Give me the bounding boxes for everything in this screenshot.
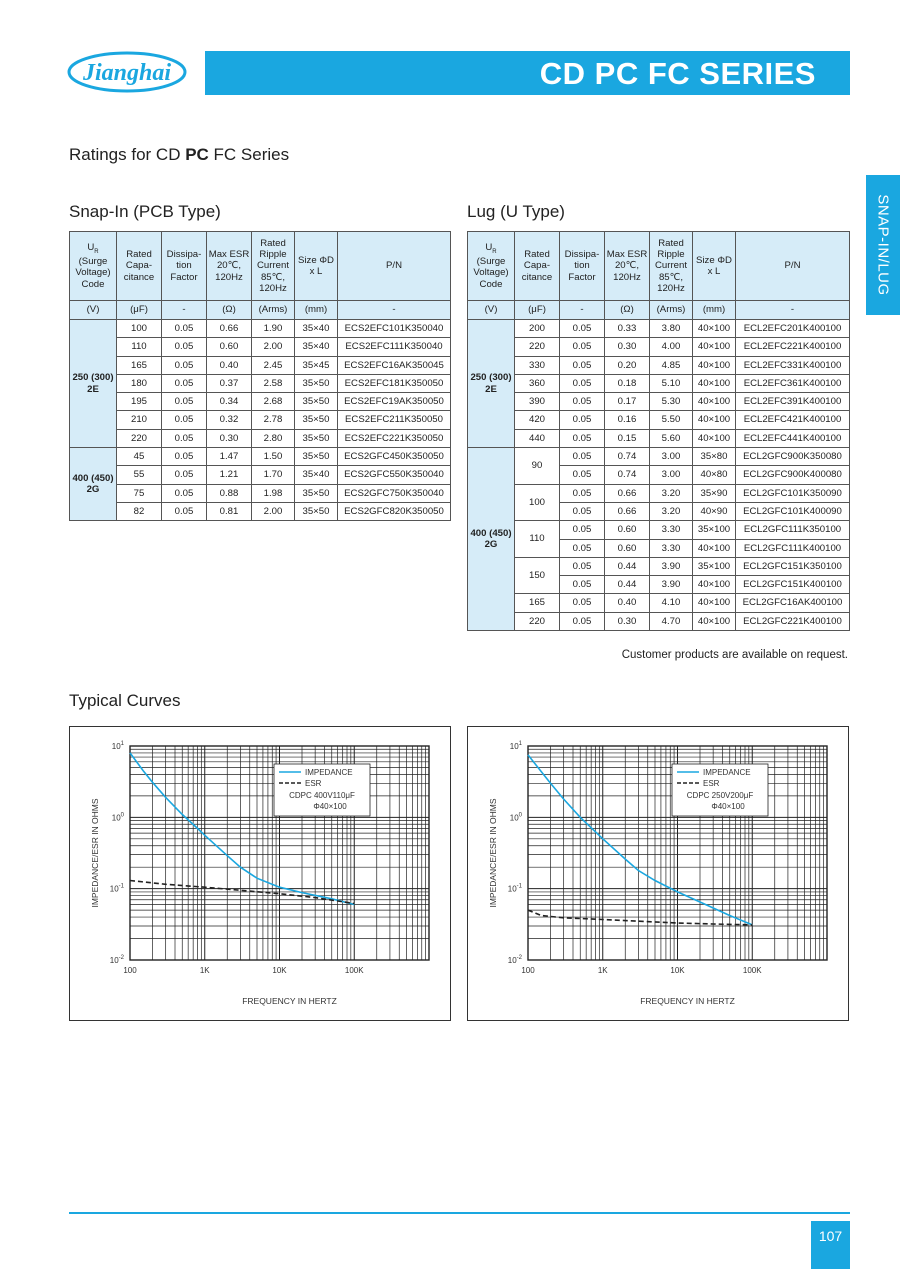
table-cell: 35×45 xyxy=(295,356,338,374)
table-cell: ECS2GFC820K350050 xyxy=(338,502,451,520)
table-cell: 0.30 xyxy=(207,429,252,447)
capacitance-cell: 390 xyxy=(515,393,560,411)
capacitance-cell: 150 xyxy=(515,557,560,594)
table-cell: ECS2EFC221K350050 xyxy=(338,429,451,447)
table-cell: 35×50 xyxy=(295,411,338,429)
table-cell: 195 xyxy=(117,393,162,411)
x-tick-label: 1K xyxy=(597,966,608,975)
page-number: 107 xyxy=(811,1221,850,1269)
side-tab xyxy=(866,175,900,315)
unit-cell: - xyxy=(338,301,451,320)
table-cell: 5.30 xyxy=(650,393,693,411)
table-cell: 40×100 xyxy=(693,411,736,429)
table-cell: 0.60 xyxy=(605,521,650,539)
table-cell: 0.05 xyxy=(560,411,605,429)
table-cell: 0.05 xyxy=(560,594,605,612)
table-cell: 0.05 xyxy=(162,356,207,374)
table-cell: 4.10 xyxy=(650,594,693,612)
table-cell: 40×90 xyxy=(693,502,736,520)
header-pn: P/N xyxy=(338,232,451,301)
header-cap: Rated Capa- citance xyxy=(515,232,560,301)
page-heading: Ratings for CD PC FC Series xyxy=(69,145,290,164)
y-tick-label: $10^{-2}$ xyxy=(507,955,522,965)
table-cell: 0.05 xyxy=(560,320,605,338)
y-axis-label: IMPEDANCE/ESR IN OHMS xyxy=(90,798,100,908)
capacitance-cell: 440 xyxy=(515,429,560,447)
table-cell: 0.20 xyxy=(605,356,650,374)
header-ripple: Rated Ripple Current 85℃, 120Hz xyxy=(650,232,693,301)
table-cell: 210 xyxy=(117,411,162,429)
capacitance-cell: 110 xyxy=(515,521,560,558)
table-cell: 0.05 xyxy=(162,338,207,356)
table-cell: 3.00 xyxy=(650,448,693,466)
capacitance-cell: 220 xyxy=(515,338,560,356)
table-cell: 165 xyxy=(117,356,162,374)
table-cell: 3.20 xyxy=(650,502,693,520)
table-cell: 0.37 xyxy=(207,374,252,392)
table-row xyxy=(468,338,850,356)
table-cell: 0.05 xyxy=(560,484,605,502)
table-row xyxy=(70,356,451,374)
table-cell: 40×80 xyxy=(693,466,736,484)
table-cell: 0.30 xyxy=(605,338,650,356)
y-tick-label: $10^0$ xyxy=(111,812,124,823)
table-row xyxy=(70,484,451,502)
table-cell: 40×100 xyxy=(693,594,736,612)
table-cell: ECL2EFC441K400100 xyxy=(736,429,850,447)
header-esr: Max ESR 20℃, 120Hz xyxy=(605,232,650,301)
table-cell: 40×100 xyxy=(693,320,736,338)
unit-cell: - xyxy=(736,301,850,320)
capacitance-cell: 360 xyxy=(515,374,560,392)
table-cell: 1.21 xyxy=(207,466,252,484)
impedance-chart-2 xyxy=(467,726,849,1021)
x-tick-label: 100 xyxy=(123,966,137,975)
capacitance-cell: 100 xyxy=(515,484,560,521)
table-cell: ECL2EFC201K400100 xyxy=(736,320,850,338)
capacitance-cell: 330 xyxy=(515,356,560,374)
x-tick-label: 100K xyxy=(742,966,762,975)
table-cell: 0.05 xyxy=(560,612,605,630)
table-cell: ECS2EFC111K350040 xyxy=(338,338,451,356)
y-tick-label: $10^{-1}$ xyxy=(507,883,522,894)
jianghai-logo xyxy=(66,50,188,94)
table-row xyxy=(70,374,451,392)
unit-cell: - xyxy=(162,301,207,320)
x-tick-label: 1K xyxy=(199,966,210,975)
legend-impedance-label: IMPEDANCE xyxy=(305,768,353,777)
table-unit-row xyxy=(468,301,850,320)
table-cell: 35×90 xyxy=(693,484,736,502)
table-unit-row xyxy=(70,301,451,320)
table-cell: ECL2GFC101K400090 xyxy=(736,502,850,520)
chart-svg xyxy=(70,727,449,1019)
table-cell: 40×100 xyxy=(693,338,736,356)
table-cell: 35×50 xyxy=(295,502,338,520)
table-cell: 0.05 xyxy=(560,557,605,575)
table-cell: 0.32 xyxy=(207,411,252,429)
table-cell: 35×50 xyxy=(295,393,338,411)
x-tick-label: 10K xyxy=(670,966,685,975)
table-cell: 2.80 xyxy=(252,429,295,447)
series-banner xyxy=(205,51,850,95)
table-cell: 0.44 xyxy=(605,557,650,575)
table-cell: 35×100 xyxy=(693,521,736,539)
unit-cell: (μF) xyxy=(117,301,162,320)
table-cell: 0.05 xyxy=(162,448,207,466)
table-row xyxy=(70,393,451,411)
unit-cell: - xyxy=(560,301,605,320)
table-row xyxy=(70,411,451,429)
table-cell: ECL2GFC151K350100 xyxy=(736,557,850,575)
unit-cell: (μF) xyxy=(515,301,560,320)
header-ripple: Rated Ripple Current 85℃, 120Hz xyxy=(252,232,295,301)
table-cell: ECL2GFC16AK400100 xyxy=(736,594,850,612)
table-cell: 0.05 xyxy=(162,411,207,429)
table-cell: 55 xyxy=(117,466,162,484)
chart-svg xyxy=(468,727,847,1019)
table-cell: ECL2GFC111K400100 xyxy=(736,539,850,557)
table-row xyxy=(70,320,451,338)
table-cell: 0.05 xyxy=(162,466,207,484)
table-cell: ECL2EFC331K400100 xyxy=(736,356,850,374)
table-cell: 35×50 xyxy=(295,374,338,392)
table-cell: 82 xyxy=(117,502,162,520)
table-cell: 0.05 xyxy=(560,338,605,356)
table-cell: ECL2GFC221K400100 xyxy=(736,612,850,630)
table-cell: 0.60 xyxy=(207,338,252,356)
table-cell: 3.30 xyxy=(650,521,693,539)
snapin-ratings-table xyxy=(69,231,451,521)
table-cell: ECL2GFC900K350080 xyxy=(736,448,850,466)
legend xyxy=(672,764,768,816)
table-cell: ECS2EFC181K350050 xyxy=(338,374,451,392)
side-tab-label: SNAP-IN/LUG xyxy=(874,194,892,296)
table-header-row xyxy=(70,232,451,301)
series-esr-line xyxy=(528,910,752,925)
table-cell: 0.74 xyxy=(605,466,650,484)
table-cell: 0.05 xyxy=(560,429,605,447)
y-tick-label: $10^{-2}$ xyxy=(109,955,124,965)
table-cell: 5.10 xyxy=(650,374,693,392)
table-cell: 35×50 xyxy=(295,429,338,447)
table-cell: 40×100 xyxy=(693,576,736,594)
table-cell: 45 xyxy=(117,448,162,466)
capacitance-cell: 165 xyxy=(515,594,560,612)
table-cell: 3.90 xyxy=(650,576,693,594)
table-cell: 35×100 xyxy=(693,557,736,575)
table-row xyxy=(468,484,850,502)
table-cell: 3.20 xyxy=(650,484,693,502)
table-row xyxy=(70,502,451,520)
table-cell: 0.44 xyxy=(605,576,650,594)
legend-part-label: CDPC 400V110μF xyxy=(289,791,355,800)
table-cell: ECS2GFC750K350040 xyxy=(338,484,451,502)
table-row xyxy=(70,448,451,466)
capacitance-cell: 220 xyxy=(515,612,560,630)
note-text: Customer products are available on request. xyxy=(621,649,848,661)
table-cell: 0.05 xyxy=(560,466,605,484)
table-cell: 0.18 xyxy=(605,374,650,392)
table-cell: 0.74 xyxy=(605,448,650,466)
table-cell: 0.05 xyxy=(560,576,605,594)
table-cell: ECL2EFC221K400100 xyxy=(736,338,850,356)
table-cell: 1.47 xyxy=(207,448,252,466)
table-cell: 100 xyxy=(117,320,162,338)
table-cell: 40×100 xyxy=(693,356,736,374)
y-tick-label: $10^{-1}$ xyxy=(109,883,124,894)
table-row xyxy=(468,557,850,575)
table-cell: 0.05 xyxy=(162,484,207,502)
table-cell: 3.80 xyxy=(650,320,693,338)
table-cell: 0.30 xyxy=(605,612,650,630)
table-cell: 2.58 xyxy=(252,374,295,392)
voltage-code-cell: 250 (300) 2E xyxy=(70,320,117,448)
impedance-chart-1 xyxy=(69,726,451,1021)
table-cell: 220 xyxy=(117,429,162,447)
table-cell: 0.34 xyxy=(207,393,252,411)
legend-impedance-label: IMPEDANCE xyxy=(703,768,751,777)
table-cell: 0.05 xyxy=(560,521,605,539)
table-row xyxy=(468,429,850,447)
table-cell: 110 xyxy=(117,338,162,356)
table-cell: 40×100 xyxy=(693,429,736,447)
y-tick-label: $10^0$ xyxy=(509,812,522,823)
table-cell: 0.05 xyxy=(560,393,605,411)
table-row xyxy=(70,429,451,447)
lug-title: Lug (U Type) xyxy=(467,202,565,221)
table-cell: 2.68 xyxy=(252,393,295,411)
table-cell: 0.05 xyxy=(560,356,605,374)
table-cell: ECS2EFC101K350040 xyxy=(338,320,451,338)
legend xyxy=(274,764,370,816)
unit-cell: (mm) xyxy=(295,301,338,320)
table-cell: 2.00 xyxy=(252,502,295,520)
legend-part-label: CDPC 250V200μF xyxy=(686,791,754,800)
table-cell: 0.05 xyxy=(560,448,605,466)
table-cell: 0.88 xyxy=(207,484,252,502)
table-cell: 3.00 xyxy=(650,466,693,484)
table-cell: 1.90 xyxy=(252,320,295,338)
header-esr: Max ESR 20℃, 120Hz xyxy=(207,232,252,301)
header-ur: $U_R$ (Surge Voltage) Code xyxy=(468,232,515,301)
table-cell: 0.05 xyxy=(162,374,207,392)
x-axis-label: FREQUENCY IN HERTZ xyxy=(640,996,735,1006)
table-row xyxy=(468,521,850,539)
header-df: Dissipa- tion Factor xyxy=(560,232,605,301)
table-cell: 40×100 xyxy=(693,393,736,411)
header-ur: $U_R$ (Surge Voltage) Code xyxy=(70,232,117,301)
header-size: Size ΦD x L xyxy=(295,232,338,301)
table-row xyxy=(468,320,850,338)
table-cell: 0.66 xyxy=(605,502,650,520)
unit-cell: (V) xyxy=(70,301,117,320)
table-row xyxy=(70,466,451,484)
table-cell: 3.90 xyxy=(650,557,693,575)
y-tick-label: $10^1$ xyxy=(111,741,124,751)
table-cell: ECS2GFC550K350040 xyxy=(338,466,451,484)
x-tick-label: 100 xyxy=(521,966,535,975)
table-cell: ECL2EFC421K400100 xyxy=(736,411,850,429)
header-pn: P/N xyxy=(736,232,850,301)
table-cell: 35×50 xyxy=(295,484,338,502)
table-row xyxy=(468,448,850,466)
table-cell: 0.40 xyxy=(605,594,650,612)
table-cell: 4.85 xyxy=(650,356,693,374)
table-row xyxy=(468,594,850,612)
table-cell: 35×40 xyxy=(295,466,338,484)
table-cell: 40×100 xyxy=(693,374,736,392)
table-cell: ECS2EFC19AK350050 xyxy=(338,393,451,411)
table-cell: 35×50 xyxy=(295,448,338,466)
table-row xyxy=(468,374,850,392)
legend-esr-label: ESR xyxy=(703,779,720,788)
header-cap: Rated Capa- citance xyxy=(117,232,162,301)
table-cell: 0.40 xyxy=(207,356,252,374)
table-cell: 4.00 xyxy=(650,338,693,356)
table-cell: ECS2EFC16AK350045 xyxy=(338,356,451,374)
table-cell: 5.50 xyxy=(650,411,693,429)
legend-size-label: Φ40×100 xyxy=(313,802,347,811)
legend-size-label: Φ40×100 xyxy=(711,802,745,811)
table-row xyxy=(468,612,850,630)
table-cell: 1.70 xyxy=(252,466,295,484)
table-cell: 2.00 xyxy=(252,338,295,356)
bottom-rule xyxy=(69,1212,850,1214)
header-df: Dissipa- tion Factor xyxy=(162,232,207,301)
unit-cell: (V) xyxy=(468,301,515,320)
table-cell: ECL2EFC391K400100 xyxy=(736,393,850,411)
table-cell: 0.05 xyxy=(162,393,207,411)
table-row xyxy=(468,356,850,374)
table-cell: 0.16 xyxy=(605,411,650,429)
x-tick-label: 100K xyxy=(344,966,364,975)
unit-cell: (Ω) xyxy=(207,301,252,320)
table-cell: 0.05 xyxy=(560,539,605,557)
series-title: CD PC FC SERIES xyxy=(539,56,816,91)
voltage-code-cell: 400 (450) 2G xyxy=(70,448,117,521)
lug-ratings-table xyxy=(467,231,850,631)
table-row xyxy=(468,411,850,429)
table-cell: 0.05 xyxy=(162,320,207,338)
table-header-row xyxy=(468,232,850,301)
table-cell: 0.66 xyxy=(605,484,650,502)
table-cell: ECS2EFC211K350050 xyxy=(338,411,451,429)
table-cell: 0.66 xyxy=(207,320,252,338)
voltage-code-cell: 250 (300) 2E xyxy=(468,320,515,448)
table-cell: 75 xyxy=(117,484,162,502)
table-cell: 40×100 xyxy=(693,539,736,557)
x-axis-label: FREQUENCY IN HERTZ xyxy=(242,996,337,1006)
table-cell: 35×40 xyxy=(295,320,338,338)
table-row xyxy=(468,393,850,411)
table-cell: 0.33 xyxy=(605,320,650,338)
table-cell: 0.17 xyxy=(605,393,650,411)
table-cell: 3.30 xyxy=(650,539,693,557)
capacitance-cell: 200 xyxy=(515,320,560,338)
table-cell: 4.70 xyxy=(650,612,693,630)
table-cell: 0.60 xyxy=(605,539,650,557)
capacitance-cell: 420 xyxy=(515,411,560,429)
table-cell: 0.05 xyxy=(162,429,207,447)
table-cell: ECL2GFC900K400080 xyxy=(736,466,850,484)
table-cell: ECL2GFC111K350100 xyxy=(736,521,850,539)
table-cell: ECL2GFC101K350090 xyxy=(736,484,850,502)
table-cell: 180 xyxy=(117,374,162,392)
unit-cell: (Arms) xyxy=(252,301,295,320)
table-cell: 2.78 xyxy=(252,411,295,429)
brand-text: Jianghai xyxy=(82,60,172,86)
table-cell: 2.45 xyxy=(252,356,295,374)
voltage-code-cell: 400 (450) 2G xyxy=(468,448,515,631)
typical-curves-title: Typical Curves xyxy=(69,691,181,710)
table-cell: ECS2GFC450K350050 xyxy=(338,448,451,466)
table-cell: 1.98 xyxy=(252,484,295,502)
unit-cell: (Ω) xyxy=(605,301,650,320)
table-cell: 0.05 xyxy=(560,502,605,520)
unit-cell: (mm) xyxy=(693,301,736,320)
x-tick-label: 10K xyxy=(272,966,287,975)
table-cell: ECL2GFC151K400100 xyxy=(736,576,850,594)
table-cell: 1.50 xyxy=(252,448,295,466)
table-cell: 0.15 xyxy=(605,429,650,447)
snapin-title: Snap-In (PCB Type) xyxy=(69,202,221,221)
capacitance-cell: 90 xyxy=(515,448,560,485)
legend-esr-label: ESR xyxy=(305,779,322,788)
y-axis-label: IMPEDANCE/ESR IN OHMS xyxy=(488,798,498,908)
unit-cell: (Arms) xyxy=(650,301,693,320)
table-cell: 0.05 xyxy=(162,502,207,520)
table-cell: 0.05 xyxy=(560,374,605,392)
table-cell: 35×40 xyxy=(295,338,338,356)
table-row xyxy=(70,338,451,356)
table-cell: 40×100 xyxy=(693,612,736,630)
table-cell: ECL2EFC361K400100 xyxy=(736,374,850,392)
table-cell: 5.60 xyxy=(650,429,693,447)
table-cell: 0.81 xyxy=(207,502,252,520)
table-cell: 35×80 xyxy=(693,448,736,466)
y-tick-label: $10^1$ xyxy=(509,741,522,751)
header-size: Size ΦD x L xyxy=(693,232,736,301)
